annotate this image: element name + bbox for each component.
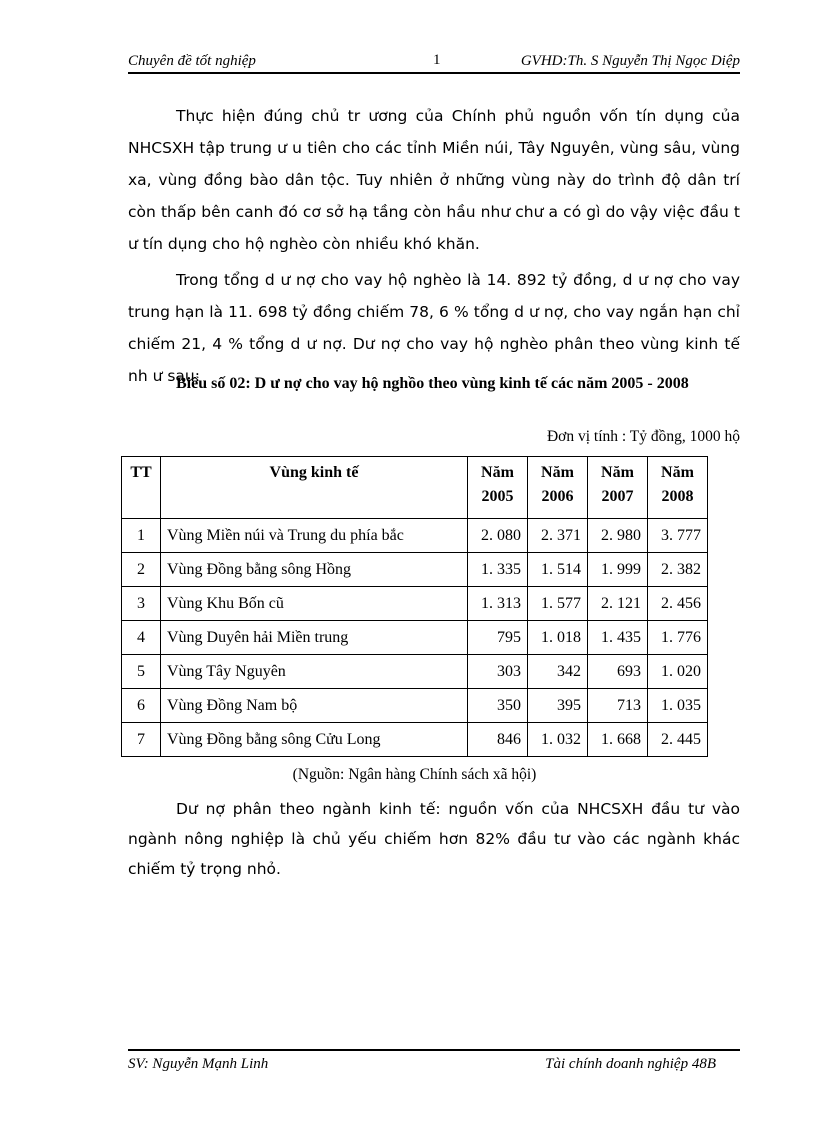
cell-2007: 2. 980 bbox=[588, 519, 648, 553]
header-2005: Năm 2005 bbox=[468, 457, 528, 519]
page-header bbox=[128, 50, 740, 74]
cell-2005: 2. 080 bbox=[468, 519, 528, 553]
header-2006: Năm 2006 bbox=[528, 457, 588, 519]
cell-tt: 3 bbox=[122, 587, 161, 621]
table-row bbox=[122, 655, 708, 689]
footer-student: SV: Nguyễn Mạnh Linh bbox=[128, 1056, 269, 1072]
table-header-row bbox=[122, 457, 708, 519]
cell-2008: 1. 776 bbox=[648, 621, 708, 655]
header-region: Vùng kinh tế bbox=[161, 457, 468, 519]
paragraph-1: Thực hiện đúng chủ tr ương của Chính phủ nguồn vốn tín dụng của NHCSXH tập trung ư u tiên cho các tỉnh Miền núi, Tây Nguyên, vùng sâu, vùng xa, vùng đồng bào dân tộc. Tuy nhiên ở những vùng này do trình độ dân trí còn thấp bên canh đó cơ sở hạ tầng còn hầu như chư a có gì do vậy việc đầu t ư tín dụng cho hộ nghèo còn nhiều khó khăn. bbox=[128, 107, 740, 253]
cell-2008: 2. 382 bbox=[648, 553, 708, 587]
cell-tt: 5 bbox=[122, 655, 161, 689]
table-source: (Nguồn: Ngân hàng Chính sách xã hội) bbox=[292, 766, 537, 783]
cell-2007: 713 bbox=[588, 689, 648, 723]
cell-2005: 846 bbox=[468, 723, 528, 757]
cell-region: Vùng Duyên hải Miền trung bbox=[161, 621, 468, 655]
paragraph-2: Trong tổng d ư nợ cho vay hộ nghèo là 14. 892 tỷ đồng, d ư nợ cho vay trung hạn là 11. 698 tỷ đồng chiếm 78, 6 % tổng d ư nợ, cho vay ngắn hạn chỉ chiếm 21, 4 % tổng d ư nợ. Dư nợ cho vay hộ nghèo phân theo vùng kinh tế nh ư sau: bbox=[128, 271, 740, 385]
cell-tt: 2 bbox=[122, 553, 161, 587]
footer-class: Tài chính doanh nghiệp 48B bbox=[545, 1056, 716, 1072]
cell-2007: 1. 668 bbox=[588, 723, 648, 757]
header-supervisor: GVHD:Th. S Nguyễn Thị Ngọc Diệp bbox=[520, 53, 740, 69]
table-row bbox=[122, 553, 708, 587]
cell-2008: 1. 035 bbox=[648, 689, 708, 723]
unit-note: Đơn vị tính : Tỷ đồng, 1000 hộ bbox=[546, 428, 740, 445]
page-footer bbox=[128, 1049, 740, 1081]
cell-region: Vùng Khu Bốn cũ bbox=[161, 587, 468, 621]
cell-region: Vùng Đồng bằng sông Cửu Long bbox=[161, 723, 468, 757]
page-number: 1 bbox=[433, 52, 441, 68]
table-row bbox=[122, 519, 708, 553]
header-tt: TT bbox=[122, 457, 161, 519]
table-row bbox=[122, 723, 708, 757]
cell-region: Vùng Miền núi và Trung du phía bắc bbox=[161, 519, 468, 553]
table-row bbox=[122, 587, 708, 621]
cell-2006: 1. 018 bbox=[528, 621, 588, 655]
table-title: Biểu số 02: D ư nợ cho vay hộ nghồo theo vùng kinh tế các năm 2005 - 2008 bbox=[176, 375, 689, 392]
cell-2007: 1. 999 bbox=[588, 553, 648, 587]
cell-2006: 1. 514 bbox=[528, 553, 588, 587]
cell-2006: 1. 032 bbox=[528, 723, 588, 757]
cell-2006: 1. 577 bbox=[528, 587, 588, 621]
header-2008: Năm 2008 bbox=[648, 457, 708, 519]
cell-2005: 795 bbox=[468, 621, 528, 655]
cell-2007: 2. 121 bbox=[588, 587, 648, 621]
table-row bbox=[122, 689, 708, 723]
table-row bbox=[122, 621, 708, 655]
cell-2007: 693 bbox=[588, 655, 648, 689]
closing-paragraph: Dư nợ phân theo ngành kinh tế: nguồn vốn của NHCSXH đầu tư vào ngành nông nghiệp là chủ yếu chiếm hơn 82% đầu tư vào các ngành khác chiếm tỷ trọng nhỏ. bbox=[128, 800, 740, 878]
cell-2008: 2. 456 bbox=[648, 587, 708, 621]
cell-2008: 3. 777 bbox=[648, 519, 708, 553]
cell-2006: 342 bbox=[528, 655, 588, 689]
cell-2005: 1. 313 bbox=[468, 587, 528, 621]
cell-tt: 4 bbox=[122, 621, 161, 655]
cell-tt: 7 bbox=[122, 723, 161, 757]
cell-region: Vùng Tây Nguyên bbox=[161, 655, 468, 689]
loan-balance-table bbox=[121, 456, 708, 757]
cell-region: Vùng Đồng Nam bộ bbox=[161, 689, 468, 723]
cell-2008: 2. 445 bbox=[648, 723, 708, 757]
header-document-type: Chuyên đề tốt nghiệp bbox=[128, 53, 256, 69]
cell-2005: 1. 335 bbox=[468, 553, 528, 587]
cell-tt: 1 bbox=[122, 519, 161, 553]
cell-2005: 350 bbox=[468, 689, 528, 723]
cell-region: Vùng Đồng bằng sông Hồng bbox=[161, 553, 468, 587]
cell-tt: 6 bbox=[122, 689, 161, 723]
cell-2008: 1. 020 bbox=[648, 655, 708, 689]
cell-2005: 303 bbox=[468, 655, 528, 689]
cell-2007: 1. 435 bbox=[588, 621, 648, 655]
cell-2006: 2. 371 bbox=[528, 519, 588, 553]
header-2007: Năm 2007 bbox=[588, 457, 648, 519]
cell-2006: 395 bbox=[528, 689, 588, 723]
